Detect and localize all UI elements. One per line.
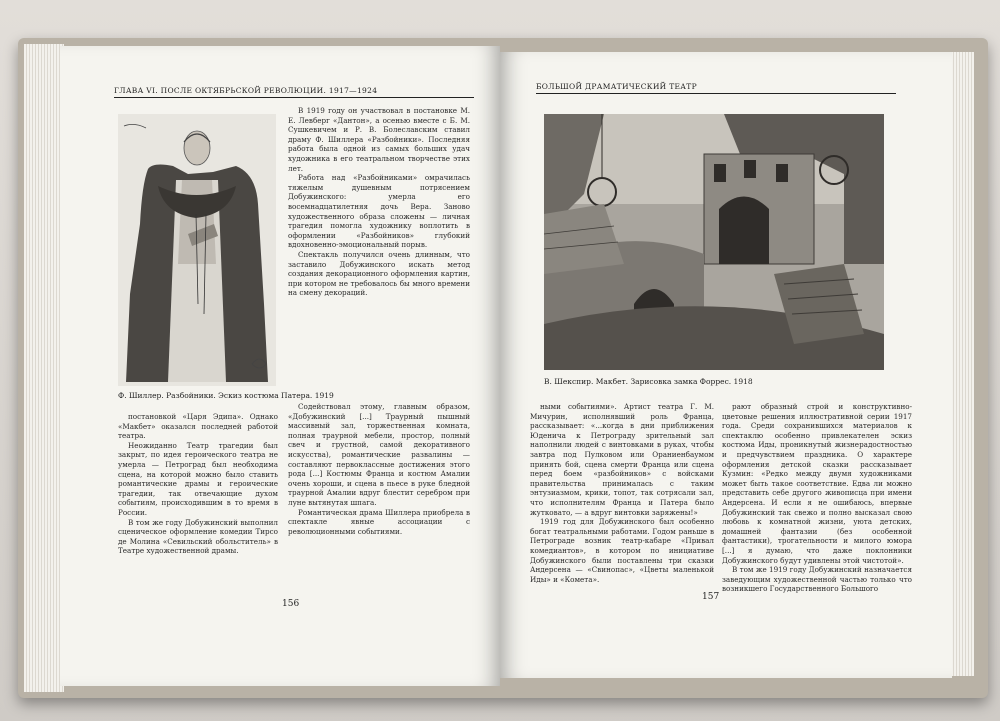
paragraph: Неожиданно Театр трагедии был закрыт, по идея героического театра не умерла — Петроград был необходима сцена, на которой можно было ставить романтические драмы и героические трагедии, так отвечающие духом событиям, происходившим в то время в России. (118, 440, 278, 517)
running-head-right: БОЛЬШОЙ ДРАМАТИЧЕСКИЙ ТЕАТР (536, 82, 896, 94)
castle-sketch-illustration (544, 114, 884, 370)
left-page (60, 46, 500, 686)
illustration-caption-left: Ф. Шиллер. Разбойники. Эскиз костюма Патера. 1919 (118, 391, 334, 400)
paragraph: Содействовал этому, главным образом, «Добужинский [...] Траурный пышный массивный зал, торжественная комната, полная траурной мебели, простор, полный свеч и грустной, самой декоративного искусства), романтические развалины — составляют первоклассные достижения этого рода [...] Костюмы Франца и костюм Амалии очень хороши, и сцена в пьесе в руке бледной траурной Амалии вдруг блестит серебром при луне вытянутая шпага. (288, 402, 470, 507)
text-column-left (530, 402, 714, 588)
costume-sketch-illustration (118, 114, 276, 386)
page-number-right: 157 (702, 592, 720, 602)
paragraph: Работа над «Разбойниками» омрачилась тяжелым душевным потрясением Добужинского: умерла его восемнадцатилетняя дочь Вера. Заново художественного образа сложены — личная трагедия помогла художнику воплотить в оформлении «Разбойников» глубокий вдохновенно-эмоциональный порыв. (288, 173, 470, 250)
paragraph: ными событиями». Артист театра Г. М. Мичурин, исполнявший роль Франца, рассказывает: «...когда в дни приближения Юденича к Петрограду зрительный зал наполнили людей с винтовками в руках, чтобы завтра под Пулковом или Ораниенбаумом принять бой, сцена смерти Франца или сцена перед боем «разбойников» с войсками правительства принималась с таким энтузиазмом, крики, топот, так сотрясали зал, что исполнителям Франца и Патера было жутковато, — а вдруг винтовки заряжены!» (530, 402, 714, 517)
paragraph: Спектакль получился очень длинным, что заставило Добужинского искать метод создания декорационного оформления картин, при котором не требовалось бы много времени на смену декораций. (288, 249, 470, 298)
paragraph: рают образный строй и конструктивно-цветовые решения иллюстративной серии 1917 года. Среди сохранившихся материалов к спектаклю особенно привлекателен эскиз костюма Иды, проникнутый жизнерадостностью и предчувствием праздника. О характере оформления детской сказки рассказывает Кузмин: «Редко между двумя художниками может быть такое соответствие. Едва ли можно представить себе другого живописца при имени Андерсена. И если я не ошибаюсь, впервые Добужинский так свежо и полно высказал свою любовь к комнатной жизни, уюта детских, домашней фантазии (без особенной фантастики), трогательности и милого юмора [...] я думаю, что даже поклонники Добужинского будут удивлены этой чистотой». (722, 402, 912, 565)
paragraph: В том же году Добужинский выполнил сценическое оформление комедии Тирсо де Молина «Севильский обольститель» в Театре художественной драмы. (118, 517, 278, 556)
costume-sketch-drawing (118, 114, 276, 386)
page-stack-left (24, 44, 64, 692)
paragraph: В 1919 году он участвовал в постановке М. Е. Левберг «Дантон», а осенью вместе с Б. М. Сушкевичем и Р. В. Болеславским ставил драму Ф. Шиллера «Разбойники». Последняя работа была одной из самых больших удач художника в его театральном творчестве этих лет. (288, 106, 470, 173)
page-number-left: 156 (282, 599, 300, 609)
running-head-left: ГЛАВА VI. ПОСЛЕ ОКТЯБРЬСКОЙ РЕВОЛЮЦИИ. 1917—1924 (114, 86, 474, 98)
paragraph: Романтическая драма Шиллера приобрела в спектакле явные ассоциации с революционными событиями. (288, 507, 470, 536)
text-column-right (722, 402, 912, 594)
paragraph: 1919 год для Добужинского был особенно богат театральными работами. Годом раньше в Петрограде возник театр-кабаре «Привал комедиантов», в котором по инициативе Добужинского были поставлены три сказки Андерсена — «Свинопас», «Цветы маленькой Иды» и «Комета». (530, 517, 714, 584)
text-column-right-top (288, 106, 470, 398)
paragraph: В том же 1919 году Добужинский назначается заведующим художественной частью только что возникшего Государственного Большого (722, 565, 912, 594)
paragraph: постановкой «Царя Эдипа». Однако «Макбет» оказался последней работой театра. (118, 412, 278, 441)
illustration-caption-right: В. Шекспир. Макбет. Зарисовка замка Форрес. 1918 (544, 377, 753, 386)
right-page (500, 52, 952, 678)
text-column-right-bottom (288, 402, 470, 592)
castle-sketch-drawing (544, 114, 884, 370)
text-column-left-bottom (118, 412, 278, 592)
page-stack-right (950, 52, 974, 676)
